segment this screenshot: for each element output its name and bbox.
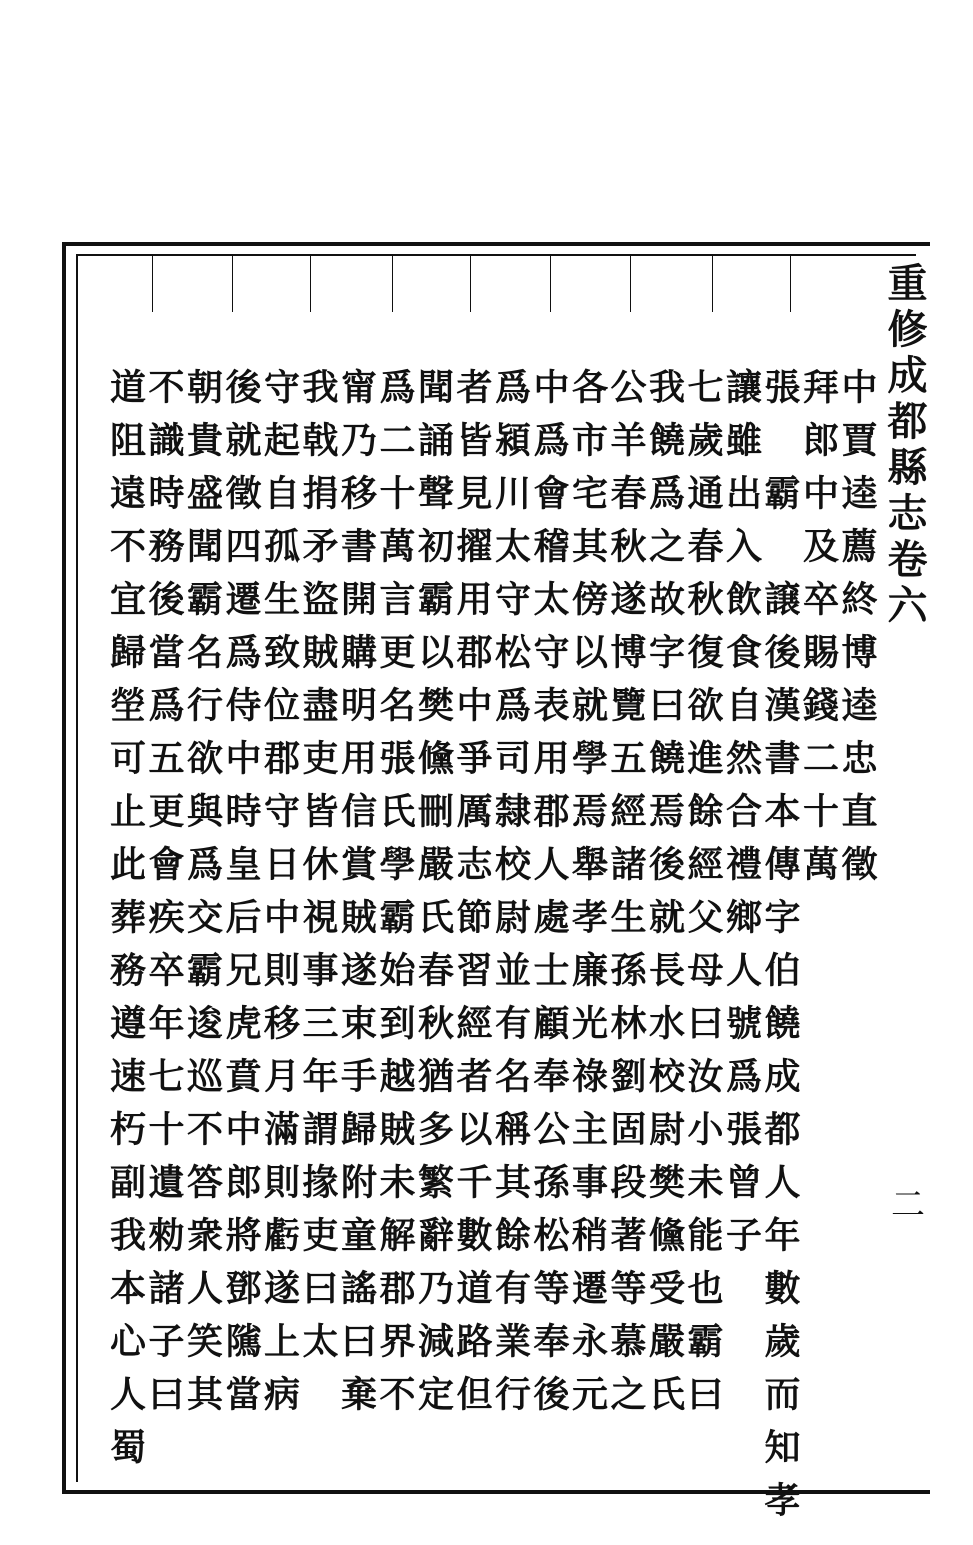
column-text: 我饒爲之故字曰饒焉後就長水校尉樊儵受嚴氏	[643, 368, 686, 1428]
text-column	[761, 368, 799, 1534]
column-text: 不識時務後當爲五更會疾卒年七十遺勑諸子曰	[143, 368, 185, 1428]
text-column	[412, 368, 455, 1428]
text-column	[530, 368, 568, 1428]
text-column	[720, 368, 763, 1269]
column-text: 讓雖出入飲食自然合禮鄉人號爲張曾子	[720, 368, 763, 1269]
column-text: 張 霸 譲後漢書本傳字伯饒成都人年數歲而知孝	[759, 368, 801, 1534]
column-text: 拜郎中及卒賜錢二十萬	[797, 368, 840, 898]
column-text: 爲二十萬言更名張氏學霸始到越賊未解郡界不	[374, 368, 416, 1428]
text-column	[222, 368, 260, 1428]
text-column	[489, 368, 532, 1428]
text-column	[643, 368, 686, 1428]
text-column	[684, 368, 722, 1428]
column-text: 公羊春秋遂博覽五經諸生孫林劉固段著等慕之	[605, 368, 647, 1428]
column-text: 後就徵四遷爲侍中時皇后兄虎賁中郎將鄧隲當	[220, 368, 262, 1428]
text-column	[376, 368, 414, 1428]
column-text: 者皆見擢用郡中爭厲志節習經者以千數道路但	[451, 368, 493, 1428]
column-text: 我戟捐矛盜賊盡吏皆休視事三年謂掾吏曰太	[297, 368, 339, 1375]
column-text: 道阻遠不宜歸塋可止此葬務遵速朽副我本心人蜀	[104, 368, 147, 1481]
column-text: 各市宅其傍以就學焉舉孝廉光祿主事稍遷永元	[566, 368, 609, 1428]
book-title: 重修成都縣志卷六	[881, 262, 928, 630]
page-number: 二	[891, 1185, 925, 1225]
column-text: 聞誦聲初霸以樊儵刪嚴氏春秋猶多繁辭乃減定	[412, 368, 455, 1428]
text-column	[453, 368, 491, 1428]
column-text: 七歲通春秋復欲進餘經父母曰汝小未能也霸曰	[682, 368, 724, 1428]
column-text: 中爲會稽太守表用郡人處士顧奉公孫松等奉後	[528, 368, 570, 1428]
text-column	[258, 368, 301, 1428]
text-column	[299, 368, 337, 1375]
text-column	[797, 368, 840, 898]
column-text: 朝貴盛聞霸名行欲與爲交霸逡巡不答衆人笑其	[181, 368, 224, 1428]
column-text: 爲潁川太守松爲司隸校尉並有名稱其餘有業行	[489, 368, 532, 1428]
text-column	[838, 368, 876, 898]
column-text: 甯乃移書開購明用信賞賊遂束手歸附童謠曰棄	[335, 368, 378, 1428]
column-text: 守起自孤生致位郡守日中則移月滿則虧遂上病	[258, 368, 301, 1428]
text-column	[145, 368, 183, 1428]
text-column	[104, 368, 147, 1481]
text-column	[607, 368, 645, 1428]
text-column	[181, 368, 224, 1428]
text-column	[335, 368, 378, 1428]
text-column	[566, 368, 609, 1428]
column-text: 中賈逵薦終博逵忠直徵	[836, 368, 878, 898]
book-title-margin	[880, 262, 928, 630]
